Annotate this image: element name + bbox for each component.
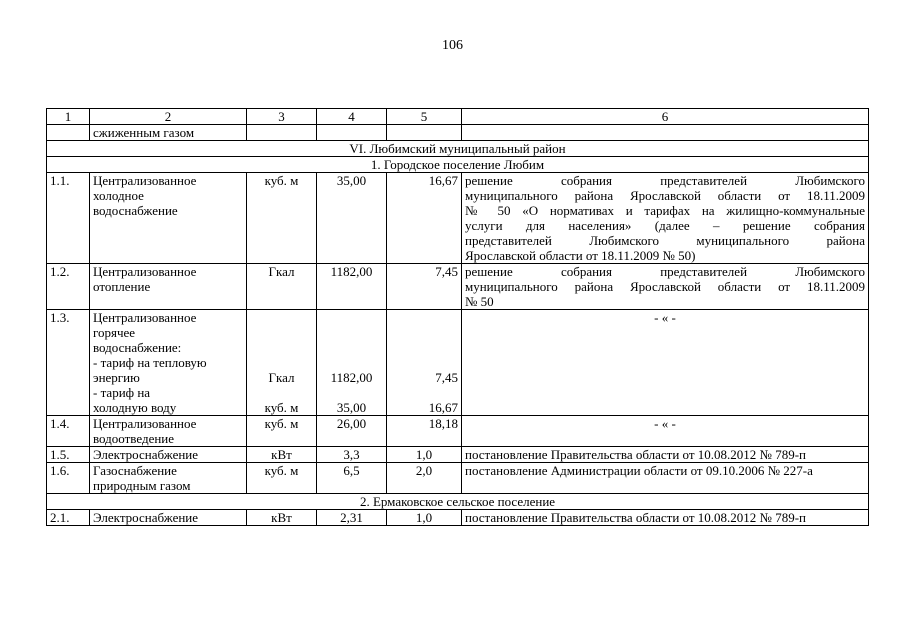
table-cell xyxy=(462,125,869,141)
table-row xyxy=(47,447,869,463)
service-name: Централизованное водоотведение xyxy=(90,416,247,447)
price-cell: 6,5 xyxy=(317,463,387,494)
row-number: 1.6. xyxy=(47,463,90,494)
norm-cell: 1,0 xyxy=(387,447,462,463)
table-row xyxy=(47,264,869,310)
table-cell xyxy=(247,125,317,141)
row-number: 2.1. xyxy=(47,510,90,526)
legal-basis: постановление Правительства области от 10.08.2012 № 789-п xyxy=(462,510,869,526)
continuation-row xyxy=(47,125,869,141)
subsection-title: 1. Городское поселение Любим xyxy=(47,157,869,173)
row-number: 1.5. xyxy=(47,447,90,463)
tariff-table xyxy=(46,108,869,526)
norm-cell: 1,0 xyxy=(387,510,462,526)
unit-cell: куб. м xyxy=(247,416,317,447)
service-name: Централизованное горячее водоснабжение: - тариф на тепловую энергию - тариф на холодную воду xyxy=(90,310,247,416)
unit-cell: Гкал xyxy=(247,264,317,310)
unit-cell: куб. м xyxy=(247,463,317,494)
header-cell: 6 xyxy=(462,109,869,125)
table-cell: сжиженным газом xyxy=(90,125,247,141)
table-row xyxy=(47,310,869,416)
table-cell xyxy=(387,125,462,141)
unit-cell: кВт xyxy=(247,510,317,526)
unit-cell: куб. м xyxy=(247,173,317,264)
norm-cell: 7,45 xyxy=(387,264,462,310)
legal-basis: постановление Правительства области от 10.08.2012 № 789-п xyxy=(462,447,869,463)
header-cell: 3 xyxy=(247,109,317,125)
norm-cell: 18,18 xyxy=(387,416,462,447)
row-number: 1.2. xyxy=(47,264,90,310)
header-cell: 4 xyxy=(317,109,387,125)
price-cell: 26,00 xyxy=(317,416,387,447)
header-cell: 5 xyxy=(387,109,462,125)
norm-cell: 2,0 xyxy=(387,463,462,494)
table-cell xyxy=(317,125,387,141)
header-cell: 2 xyxy=(90,109,247,125)
table-cell xyxy=(47,125,90,141)
table-row xyxy=(47,416,869,447)
legal-basis: - « - xyxy=(462,416,869,447)
price-cell: 2,31 xyxy=(317,510,387,526)
subsection-title: 2. Ермаковское сельское поселение xyxy=(47,494,869,510)
district-title: VI. Любимский муниципальный район xyxy=(47,141,869,157)
service-name: Централизованное отопление xyxy=(90,264,247,310)
subsection-row xyxy=(47,157,869,173)
unit-cell: Гкал куб. м xyxy=(247,310,317,416)
row-number: 1.3. xyxy=(47,310,90,416)
legal-basis: постановление Администрации области от 09.10.2006 № 227-а xyxy=(462,463,869,494)
price-cell: 3,3 xyxy=(317,447,387,463)
legal-basis: - « - xyxy=(462,310,869,416)
norm-cell: 16,67 xyxy=(387,173,462,264)
subsection-row xyxy=(47,494,869,510)
service-name: Газоснабжение природным газом xyxy=(90,463,247,494)
legal-basis: решение собрания представителей Любимского муниципального района Ярославской области от 18.11.2009 № 50 xyxy=(462,264,869,310)
service-name: Централизованное холодное водоснабжение xyxy=(90,173,247,264)
table-row xyxy=(47,173,869,264)
unit-cell: кВт xyxy=(247,447,317,463)
price-cell: 35,00 xyxy=(317,173,387,264)
header-cell: 1 xyxy=(47,109,90,125)
service-name: Электроснабжение xyxy=(90,510,247,526)
price-cell: 1182,00 xyxy=(317,264,387,310)
table-row xyxy=(47,510,869,526)
price-cell: 1182,00 35,00 xyxy=(317,310,387,416)
row-number: 1.4. xyxy=(47,416,90,447)
service-name: Электроснабжение xyxy=(90,447,247,463)
norm-cell: 7,45 16,67 xyxy=(387,310,462,416)
page-number: 106 xyxy=(442,38,463,53)
legal-basis: решение собрания представителей Любимского муниципального района Ярославской области от 18.11.2009 № 50 «О нормативах и тарифах на жилищно-коммунальные услуги для населения» (далее – решение собрания представителей Любимского муниципального района Ярославской области от 18.11.2009 № 50) xyxy=(462,173,869,264)
table-header-row xyxy=(47,109,869,125)
row-number: 1.1. xyxy=(47,173,90,264)
table-row xyxy=(47,463,869,494)
district-title-row xyxy=(47,141,869,157)
